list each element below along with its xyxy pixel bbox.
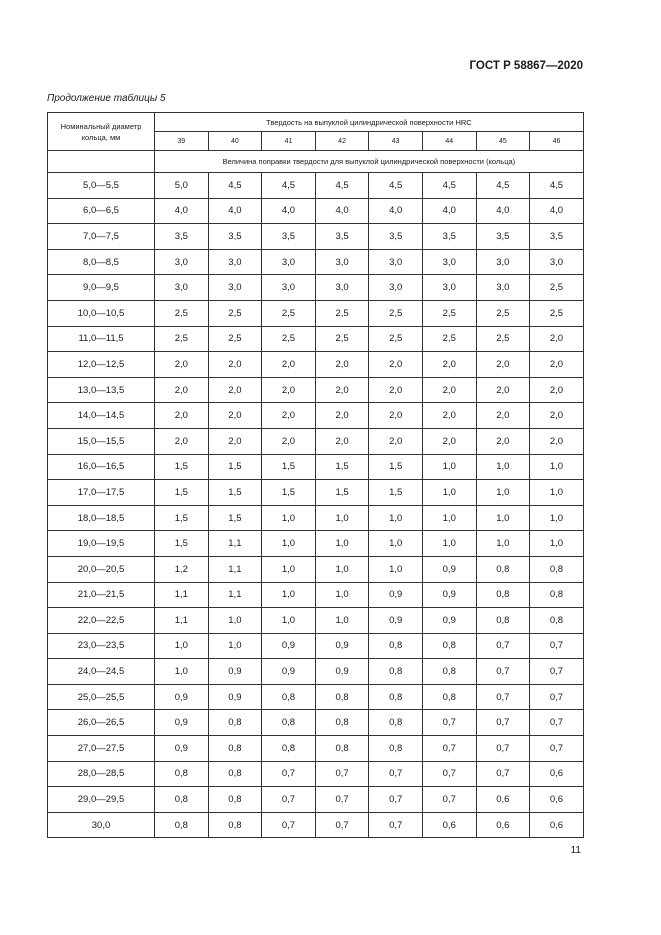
correction-value-cell: 1,0 <box>476 454 530 480</box>
correction-value-cell: 2,0 <box>530 428 584 454</box>
correction-value-cell: 0,8 <box>155 761 209 787</box>
correction-value-cell: 3,0 <box>155 249 209 275</box>
correction-value-cell: 4,0 <box>422 198 476 224</box>
correction-value-cell: 0,8 <box>262 684 316 710</box>
table-row <box>48 710 584 736</box>
table-row <box>48 531 584 557</box>
correction-value-cell: 1,5 <box>155 531 209 557</box>
correction-value-cell: 1,5 <box>208 505 262 531</box>
correction-value-cell: 1,5 <box>315 454 369 480</box>
table-row <box>48 633 584 659</box>
correction-value-cell: 4,5 <box>208 173 262 199</box>
correction-value-cell: 2,0 <box>315 428 369 454</box>
table-row <box>48 198 584 224</box>
correction-value-cell: 1,0 <box>476 531 530 557</box>
table-row <box>48 659 584 685</box>
correction-value-cell: 0,9 <box>422 556 476 582</box>
table-row <box>48 787 584 813</box>
correction-value-cell: 0,6 <box>530 761 584 787</box>
correction-value-cell: 3,0 <box>530 249 584 275</box>
hardness-value-header: 42 <box>315 132 369 151</box>
diameter-cell: 5,0—5,5 <box>48 173 155 199</box>
correction-value-cell: 0,7 <box>476 633 530 659</box>
correction-value-cell: 4,5 <box>476 173 530 199</box>
correction-value-cell: 2,0 <box>262 403 316 429</box>
diameter-cell: 18,0—18,5 <box>48 505 155 531</box>
correction-value-cell: 2,0 <box>476 428 530 454</box>
correction-value-cell: 2,0 <box>262 352 316 378</box>
correction-value-cell: 3,0 <box>369 249 423 275</box>
table-row <box>48 761 584 787</box>
diameter-cell: 7,0—7,5 <box>48 224 155 250</box>
correction-value-cell: 2,0 <box>369 428 423 454</box>
correction-value-cell: 2,5 <box>422 300 476 326</box>
correction-value-cell: 2,5 <box>155 326 209 352</box>
correction-value-cell: 0,7 <box>530 633 584 659</box>
correction-value-cell: 4,0 <box>262 198 316 224</box>
correction-value-cell: 0,8 <box>422 659 476 685</box>
correction-value-cell: 3,5 <box>369 224 423 250</box>
correction-value-cell: 0,7 <box>476 710 530 736</box>
correction-value-cell: 1,0 <box>530 480 584 506</box>
correction-value-cell: 2,5 <box>530 300 584 326</box>
table-row <box>48 556 584 582</box>
table-row <box>48 224 584 250</box>
correction-value-cell: 2,5 <box>208 300 262 326</box>
correction-value-cell: 0,7 <box>369 812 423 838</box>
correction-value-cell: 1,5 <box>155 505 209 531</box>
correction-value-cell: 0,8 <box>155 787 209 813</box>
correction-value-cell: 1,0 <box>155 659 209 685</box>
diameter-cell: 21,0—21,5 <box>48 582 155 608</box>
correction-value-cell: 1,0 <box>315 582 369 608</box>
hardness-value-header: 46 <box>530 132 584 151</box>
correction-value-cell: 1,1 <box>208 531 262 557</box>
correction-value-cell: 3,0 <box>422 275 476 301</box>
hardness-value-header: 45 <box>476 132 530 151</box>
correction-value-cell: 1,0 <box>262 531 316 557</box>
table-row <box>48 684 584 710</box>
correction-value-cell: 0,7 <box>315 761 369 787</box>
correction-value-cell: 1,0 <box>208 608 262 634</box>
correction-value-cell: 4,5 <box>262 173 316 199</box>
correction-value-cell: 0,7 <box>530 684 584 710</box>
table-body <box>48 173 584 838</box>
correction-value-cell: 0,7 <box>315 812 369 838</box>
correction-value-cell: 0,9 <box>369 608 423 634</box>
diameter-cell: 13,0—13,5 <box>48 377 155 403</box>
correction-value-cell: 2,0 <box>208 352 262 378</box>
correction-value-cell: 0,9 <box>208 684 262 710</box>
correction-value-cell: 3,5 <box>262 224 316 250</box>
correction-value-cell: 3,5 <box>530 224 584 250</box>
correction-value-cell: 0,9 <box>369 582 423 608</box>
correction-value-cell: 0,7 <box>369 787 423 813</box>
correction-value-cell: 3,0 <box>422 249 476 275</box>
correction-value-cell: 3,5 <box>208 224 262 250</box>
correction-value-cell: 2,0 <box>530 326 584 352</box>
correction-value-cell: 2,0 <box>155 428 209 454</box>
correction-value-cell: 0,7 <box>476 684 530 710</box>
correction-value-cell: 3,0 <box>262 249 316 275</box>
correction-value-cell: 0,7 <box>262 787 316 813</box>
table-row <box>48 300 584 326</box>
diameter-cell: 15,0—15,5 <box>48 428 155 454</box>
correction-value-cell: 1,0 <box>315 531 369 557</box>
correction-value-cell: 2,0 <box>422 352 476 378</box>
correction-value-cell: 0,8 <box>369 633 423 659</box>
correction-value-cell: 1,5 <box>369 454 423 480</box>
table-row <box>48 505 584 531</box>
correction-value-cell: 0,8 <box>369 684 423 710</box>
correction-value-cell: 2,0 <box>208 428 262 454</box>
correction-value-cell: 1,0 <box>262 582 316 608</box>
correction-value-cell: 0,9 <box>422 582 476 608</box>
correction-value-cell: 1,0 <box>262 608 316 634</box>
correction-value-cell: 1,0 <box>369 505 423 531</box>
correction-value-cell: 0,8 <box>262 710 316 736</box>
diameter-cell: 23,0—23,5 <box>48 633 155 659</box>
correction-value-cell: 2,5 <box>476 300 530 326</box>
table-caption: Продолжение таблицы 5 <box>47 93 166 104</box>
correction-value-cell: 0,8 <box>530 582 584 608</box>
correction-value-cell: 4,5 <box>315 173 369 199</box>
correction-value-cell: 2,0 <box>315 403 369 429</box>
correction-value-cell: 2,0 <box>476 352 530 378</box>
correction-value-cell: 1,1 <box>208 556 262 582</box>
hardness-value-header: 43 <box>369 132 423 151</box>
correction-value-cell: 2,0 <box>530 403 584 429</box>
correction-value-cell: 2,5 <box>208 326 262 352</box>
correction-value-cell: 5,0 <box>155 173 209 199</box>
diameter-cell: 16,0—16,5 <box>48 454 155 480</box>
correction-value-cell: 0,8 <box>369 736 423 762</box>
diameter-cell: 6,0—6,5 <box>48 198 155 224</box>
diameter-cell: 28,0—28,5 <box>48 761 155 787</box>
table-row <box>48 173 584 199</box>
correction-value-cell: 0,8 <box>315 684 369 710</box>
correction-value-cell: 1,1 <box>155 582 209 608</box>
diameter-cell: 20,0—20,5 <box>48 556 155 582</box>
table-row <box>48 454 584 480</box>
table-row <box>48 352 584 378</box>
diameter-cell: 19,0—19,5 <box>48 531 155 557</box>
correction-value-cell: 2,5 <box>315 300 369 326</box>
correction-value-cell: 1,0 <box>476 505 530 531</box>
correction-value-cell: 0,8 <box>530 608 584 634</box>
correction-value-cell: 3,5 <box>315 224 369 250</box>
correction-value-cell: 0,7 <box>530 710 584 736</box>
empty-header-cell <box>48 151 155 173</box>
table-row <box>48 326 584 352</box>
correction-value-cell: 0,8 <box>369 710 423 736</box>
correction-value-cell: 4,0 <box>315 198 369 224</box>
table-row <box>48 480 584 506</box>
correction-value-cell: 2,0 <box>155 403 209 429</box>
correction-value-cell: 0,8 <box>315 710 369 736</box>
correction-value-cell: 2,5 <box>262 300 316 326</box>
diameter-cell: 24,0—24,5 <box>48 659 155 685</box>
correction-value-cell: 1,5 <box>155 454 209 480</box>
correction-value-cell: 0,7 <box>369 761 423 787</box>
correction-value-cell: 0,7 <box>530 736 584 762</box>
correction-value-cell: 2,0 <box>422 403 476 429</box>
correction-value-cell: 0,7 <box>422 761 476 787</box>
correction-value-cell: 3,0 <box>315 275 369 301</box>
correction-value-cell: 0,8 <box>208 761 262 787</box>
correction-value-cell: 0,9 <box>155 710 209 736</box>
table-row <box>48 608 584 634</box>
hardness-value-header: 44 <box>422 132 476 151</box>
correction-value-cell: 4,0 <box>369 198 423 224</box>
correction-value-cell: 0,7 <box>262 761 316 787</box>
correction-value-cell: 0,8 <box>208 736 262 762</box>
correction-value-cell: 0,8 <box>155 812 209 838</box>
correction-value-cell: 1,0 <box>155 633 209 659</box>
diameter-cell: 30,0 <box>48 812 155 838</box>
correction-value-cell: 2,5 <box>422 326 476 352</box>
correction-value-cell: 0,7 <box>530 659 584 685</box>
correction-value-cell: 3,5 <box>422 224 476 250</box>
correction-value-cell: 2,0 <box>262 428 316 454</box>
correction-value-cell: 4,0 <box>155 198 209 224</box>
correction-value-cell: 4,0 <box>476 198 530 224</box>
correction-value-cell: 4,5 <box>422 173 476 199</box>
correction-value-cell: 0,8 <box>530 556 584 582</box>
correction-value-cell: 3,0 <box>369 275 423 301</box>
correction-value-cell: 1,0 <box>530 531 584 557</box>
correction-value-cell: 1,0 <box>315 608 369 634</box>
correction-value-cell: 2,0 <box>369 377 423 403</box>
correction-value-cell: 3,0 <box>155 275 209 301</box>
correction-value-cell: 0,8 <box>369 659 423 685</box>
correction-value-cell: 2,0 <box>422 377 476 403</box>
correction-value-cell: 4,5 <box>530 173 584 199</box>
correction-value-cell: 2,0 <box>530 352 584 378</box>
hardness-header: Твердость на выпуклой цилиндрической поверхности HRC <box>155 113 584 132</box>
correction-value-cell: 1,2 <box>155 556 209 582</box>
correction-value-cell: 1,0 <box>315 556 369 582</box>
hardness-value-header: 41 <box>262 132 316 151</box>
correction-value-cell: 1,5 <box>208 454 262 480</box>
correction-value-cell: 4,0 <box>530 198 584 224</box>
correction-value-cell: 1,0 <box>422 454 476 480</box>
correction-value-cell: 2,0 <box>155 377 209 403</box>
correction-value-cell: 0,6 <box>530 812 584 838</box>
correction-value-cell: 3,0 <box>476 275 530 301</box>
correction-value-cell: 0,7 <box>476 761 530 787</box>
correction-value-cell: 3,0 <box>208 249 262 275</box>
table-row <box>48 428 584 454</box>
correction-value-cell: 0,9 <box>262 659 316 685</box>
correction-value-cell: 0,9 <box>155 684 209 710</box>
correction-value-cell: 1,0 <box>530 505 584 531</box>
diameter-cell: 27,0—27,5 <box>48 736 155 762</box>
diameter-cell: 25,0—25,5 <box>48 684 155 710</box>
diameter-cell: 11,0—11,5 <box>48 326 155 352</box>
correction-value-cell: 1,0 <box>262 505 316 531</box>
correction-value-cell: 1,0 <box>530 454 584 480</box>
correction-value-cell: 1,0 <box>208 633 262 659</box>
hardness-value-header: 40 <box>208 132 262 151</box>
correction-value-cell: 0,8 <box>476 608 530 634</box>
correction-value-cell: 0,7 <box>476 659 530 685</box>
correction-value-cell: 1,0 <box>422 531 476 557</box>
correction-value-cell: 3,5 <box>155 224 209 250</box>
hardness-value-header: 39 <box>155 132 209 151</box>
correction-value-cell: 0,8 <box>315 736 369 762</box>
correction-value-cell: 3,0 <box>262 275 316 301</box>
correction-value-cell: 2,5 <box>155 300 209 326</box>
correction-value-cell: 0,7 <box>262 812 316 838</box>
correction-value-cell: 3,0 <box>208 275 262 301</box>
correction-value-cell: 0,6 <box>476 787 530 813</box>
table-row <box>48 275 584 301</box>
correction-value-cell: 1,5 <box>315 480 369 506</box>
correction-value-cell: 1,1 <box>208 582 262 608</box>
diameter-cell: 14,0—14,5 <box>48 403 155 429</box>
correction-value-cell: 0,9 <box>315 659 369 685</box>
table-row <box>48 582 584 608</box>
correction-value-cell: 0,8 <box>208 787 262 813</box>
diameter-cell: 22,0—22,5 <box>48 608 155 634</box>
correction-value-cell: 2,5 <box>476 326 530 352</box>
correction-value-cell: 2,0 <box>530 377 584 403</box>
correction-value-cell: 1,5 <box>155 480 209 506</box>
correction-value-cell: 0,9 <box>315 633 369 659</box>
correction-value-cell: 2,5 <box>262 326 316 352</box>
diameter-cell: 8,0—8,5 <box>48 249 155 275</box>
correction-value-cell: 1,1 <box>155 608 209 634</box>
diameter-cell: 9,0—9,5 <box>48 275 155 301</box>
correction-value-cell: 2,0 <box>369 352 423 378</box>
correction-value-cell: 2,0 <box>155 352 209 378</box>
correction-value-cell: 2,0 <box>422 428 476 454</box>
table-row <box>48 377 584 403</box>
correction-value-cell: 1,0 <box>369 531 423 557</box>
correction-header: Величина поправки твердости для выпуклой цилиндрической поверхности (кольца) <box>155 151 584 173</box>
correction-value-cell: 1,5 <box>262 454 316 480</box>
table-row <box>48 403 584 429</box>
correction-value-cell: 2,5 <box>369 300 423 326</box>
correction-value-cell: 2,0 <box>208 377 262 403</box>
correction-value-cell: 2,0 <box>315 352 369 378</box>
correction-value-cell: 0,9 <box>262 633 316 659</box>
correction-value-cell: 1,5 <box>369 480 423 506</box>
diameter-cell: 17,0—17,5 <box>48 480 155 506</box>
correction-value-cell: 0,8 <box>476 582 530 608</box>
correction-value-cell: 2,0 <box>476 403 530 429</box>
page-number: 11 <box>570 845 581 856</box>
correction-value-cell: 4,0 <box>208 198 262 224</box>
diameter-cell: 10,0—10,5 <box>48 300 155 326</box>
correction-value-cell: 1,0 <box>422 505 476 531</box>
correction-value-cell: 0,8 <box>208 710 262 736</box>
correction-value-cell: 1,0 <box>476 480 530 506</box>
diameter-cell: 12,0—12,5 <box>48 352 155 378</box>
correction-value-cell: 0,8 <box>422 633 476 659</box>
correction-value-cell: 2,0 <box>262 377 316 403</box>
correction-value-cell: 0,9 <box>208 659 262 685</box>
correction-value-cell: 0,7 <box>315 787 369 813</box>
correction-value-cell: 3,0 <box>315 249 369 275</box>
correction-value-cell: 0,8 <box>422 684 476 710</box>
correction-value-cell: 1,0 <box>315 505 369 531</box>
correction-value-cell: 2,5 <box>530 275 584 301</box>
correction-value-cell: 2,5 <box>315 326 369 352</box>
table-row <box>48 249 584 275</box>
correction-value-cell: 1,0 <box>369 556 423 582</box>
hardness-correction-table <box>47 112 584 838</box>
table-row <box>48 736 584 762</box>
correction-value-cell: 0,7 <box>422 736 476 762</box>
correction-value-cell: 0,6 <box>530 787 584 813</box>
correction-value-cell: 4,5 <box>369 173 423 199</box>
correction-value-cell: 0,8 <box>476 556 530 582</box>
correction-value-cell: 1,5 <box>208 480 262 506</box>
correction-value-cell: 2,0 <box>476 377 530 403</box>
correction-value-cell: 0,7 <box>422 787 476 813</box>
correction-value-cell: 0,6 <box>422 812 476 838</box>
correction-value-cell: 2,0 <box>208 403 262 429</box>
correction-value-cell: 1,5 <box>262 480 316 506</box>
correction-value-cell: 3,0 <box>476 249 530 275</box>
correction-value-cell: 0,9 <box>422 608 476 634</box>
correction-value-cell: 2,5 <box>369 326 423 352</box>
correction-value-cell: 0,8 <box>208 812 262 838</box>
correction-value-cell: 0,6 <box>476 812 530 838</box>
diameter-cell: 26,0—26,5 <box>48 710 155 736</box>
correction-value-cell: 0,7 <box>422 710 476 736</box>
correction-value-cell: 3,5 <box>476 224 530 250</box>
correction-value-cell: 1,0 <box>422 480 476 506</box>
correction-value-cell: 1,0 <box>262 556 316 582</box>
standard-number: ГОСТ Р 58867—2020 <box>469 60 583 72</box>
correction-value-cell: 0,7 <box>476 736 530 762</box>
correction-value-cell: 0,8 <box>262 736 316 762</box>
correction-value-cell: 2,0 <box>369 403 423 429</box>
diameter-cell: 29,0—29,5 <box>48 787 155 813</box>
correction-value-cell: 0,9 <box>155 736 209 762</box>
table-row <box>48 812 584 838</box>
correction-value-cell: 2,0 <box>315 377 369 403</box>
diameter-column-header: Номинальный диаметр кольца, мм <box>48 113 155 151</box>
